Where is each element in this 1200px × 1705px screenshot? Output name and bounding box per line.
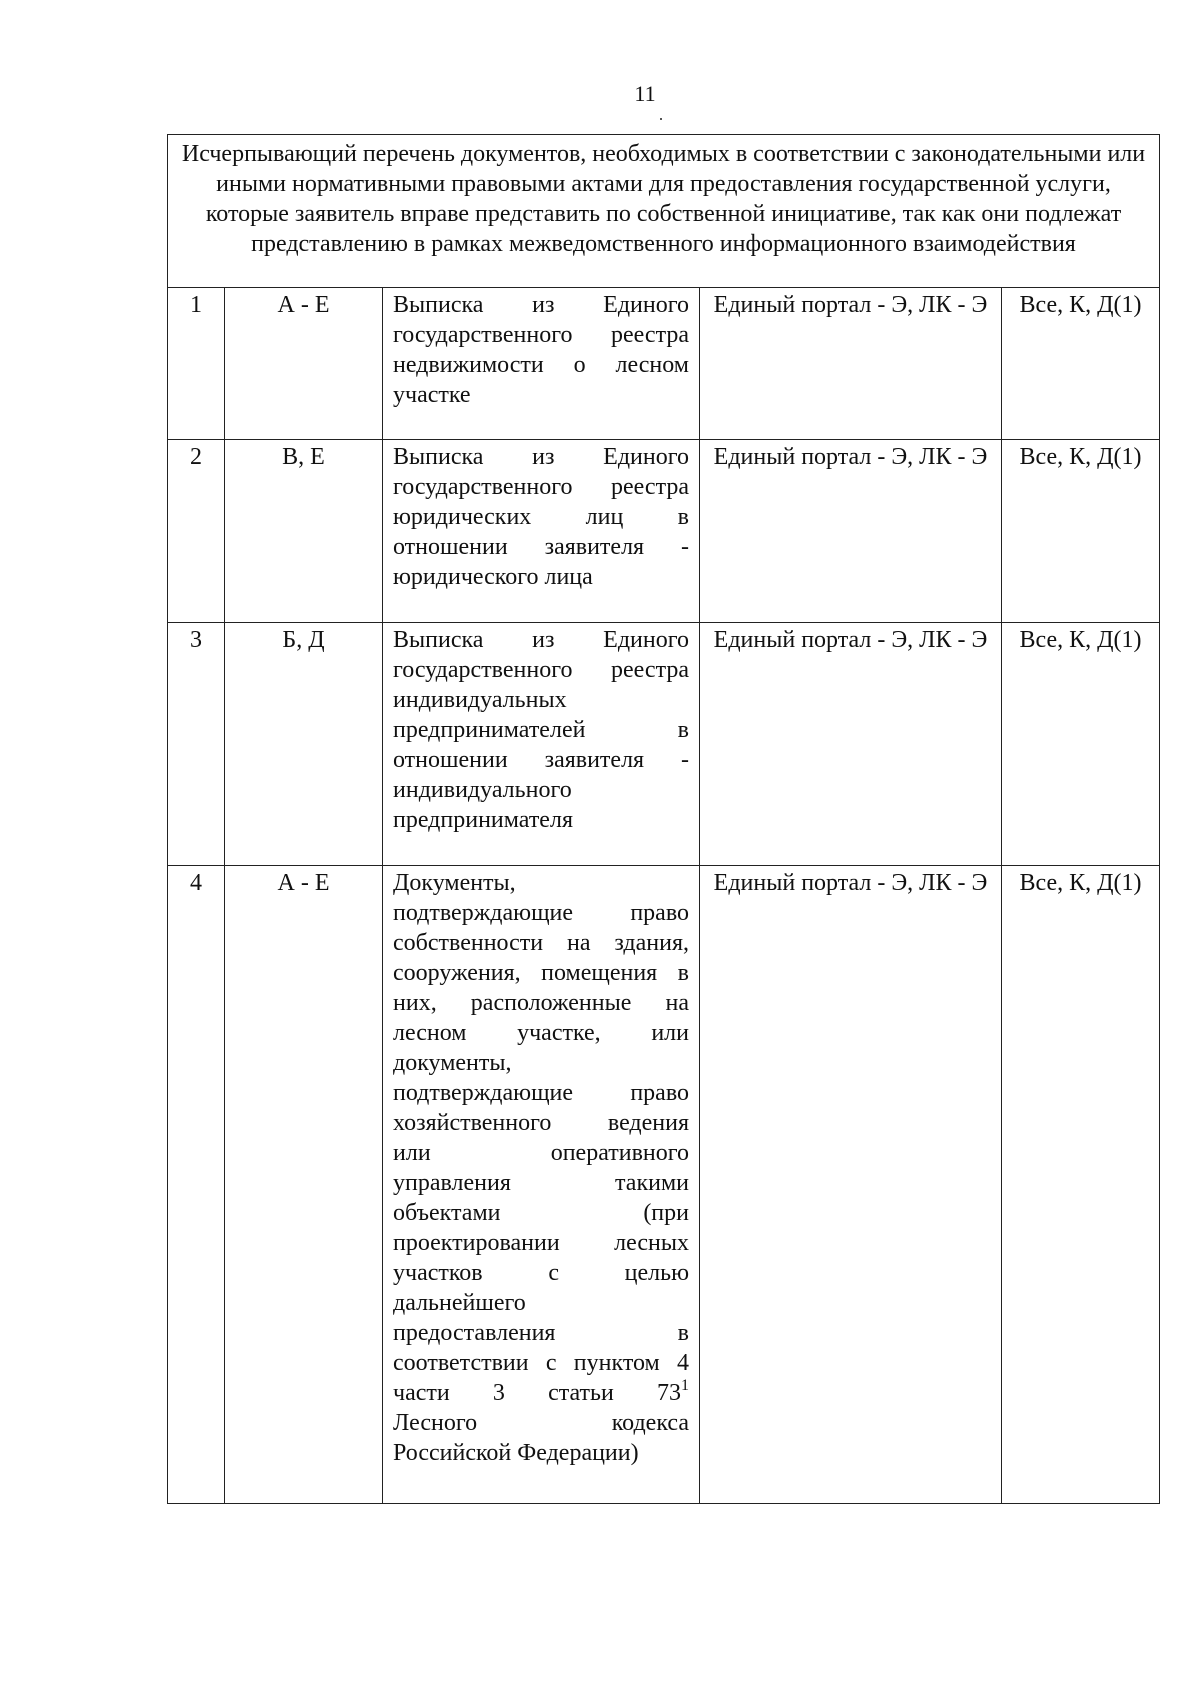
- doc-line: Документы,: [393, 870, 516, 896]
- row-number: 1: [168, 288, 225, 440]
- doc-line: Российской Федерации): [393, 1440, 639, 1466]
- row-categories: А - Е: [225, 866, 383, 1504]
- doc-line: участке: [393, 382, 471, 408]
- doc-line: отношении заявителя -: [393, 747, 689, 773]
- doc-line: государственного реестра: [393, 322, 689, 348]
- row-number: 3: [168, 623, 225, 866]
- doc-line: подтверждающие право: [393, 900, 689, 926]
- doc-line: предоставления в: [393, 1320, 689, 1346]
- doc-line: собственности на здания,: [393, 930, 689, 956]
- doc-line: объектами (при: [393, 1200, 689, 1226]
- doc-line: документы,: [393, 1050, 512, 1076]
- doc-line: индивидуальных: [393, 687, 567, 713]
- page-number: 11: [634, 81, 656, 106]
- row-applicability: Все, К, Д(1): [1002, 440, 1160, 623]
- doc-line: недвижимости о лесном: [393, 352, 689, 378]
- doc-line: Лесного кодекса: [393, 1410, 689, 1436]
- table-header: Исчерпывающий перечень документов, необходимых в соответствии с законодательными или иными нормативными правовыми актами для предоставления государственной услуги, которые заявитель вправе представить по собственной инициативе, так как они подлежат представлению в рамках межведомственного информационного взаимодействия: [168, 135, 1160, 288]
- doc-line: дальнейшего: [393, 1290, 526, 1316]
- doc-line: предпринимателей в: [393, 717, 689, 743]
- row-document: [383, 288, 700, 440]
- doc-line: Выписка из Единого: [393, 292, 689, 318]
- doc-line: государственного реестра: [393, 474, 689, 500]
- doc-line: соответствии с пунктом 4: [393, 1350, 689, 1376]
- row-channels: Единый портал - Э, ЛК - Э: [700, 623, 1002, 866]
- table-header-row: [168, 135, 1160, 288]
- row-applicability: Все, К, Д(1): [1002, 288, 1160, 440]
- doc-line-with-sup: [393, 1378, 689, 1408]
- doc-line: индивидуального: [393, 777, 572, 803]
- table-row: [168, 288, 1160, 440]
- doc-line: отношении заявителя -: [393, 534, 689, 560]
- table-row: [168, 440, 1160, 623]
- row-channels: Единый портал - Э, ЛК - Э: [700, 288, 1002, 440]
- row-categories: В, Е: [225, 440, 383, 623]
- row-number: 2: [168, 440, 225, 623]
- table-row: [168, 866, 1160, 1504]
- doc-line: них, расположенные на: [393, 990, 689, 1016]
- row-document: [383, 866, 700, 1504]
- scan-dot: [660, 118, 662, 120]
- row-channels: Единый портал - Э, ЛК - Э: [700, 440, 1002, 623]
- doc-line: хозяйственного ведения: [393, 1110, 689, 1136]
- doc-line: юридического лица: [393, 564, 593, 590]
- doc-line: Выписка из Единого: [393, 627, 689, 653]
- row-categories: А - Е: [225, 288, 383, 440]
- doc-line: проектировании лесных: [393, 1230, 689, 1256]
- row-document: [383, 623, 700, 866]
- doc-line: или оперативного: [393, 1140, 689, 1166]
- doc-line: предпринимателя: [393, 807, 573, 833]
- doc-line: государственного реестра: [393, 657, 689, 683]
- documents-table: [167, 134, 1160, 1504]
- row-document: [383, 440, 700, 623]
- doc-line: Выписка из Единого: [393, 444, 689, 470]
- doc-line-text: части 3 статьи 73: [393, 1380, 681, 1406]
- doc-line: юридических лиц в: [393, 504, 689, 530]
- doc-line: подтверждающие право: [393, 1080, 689, 1106]
- doc-line: участков с целью: [393, 1260, 689, 1286]
- table-row: [168, 623, 1160, 866]
- doc-line: сооружения, помещения в: [393, 960, 689, 986]
- footnote-mark: 1: [681, 1377, 689, 1394]
- doc-line: лесном участке, или: [393, 1020, 689, 1046]
- row-channels: Единый портал - Э, ЛК - Э: [700, 866, 1002, 1504]
- row-applicability: Все, К, Д(1): [1002, 623, 1160, 866]
- row-applicability: Все, К, Д(1): [1002, 866, 1160, 1504]
- doc-line: управления такими: [393, 1170, 689, 1196]
- row-categories: Б, Д: [225, 623, 383, 866]
- row-number: 4: [168, 866, 225, 1504]
